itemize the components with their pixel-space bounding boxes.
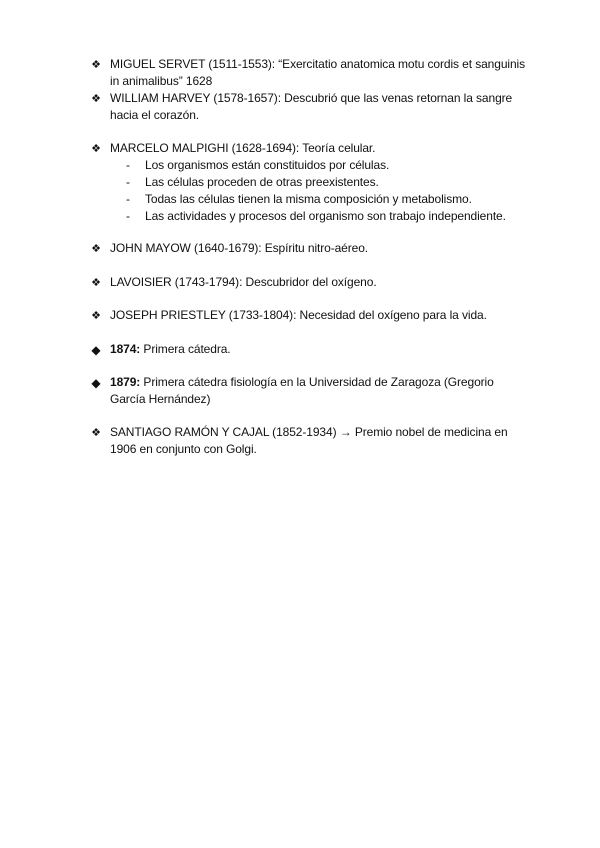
list-item-text <box>110 90 530 124</box>
list-item-text <box>110 341 530 358</box>
item-lead: 1874: <box>110 342 141 356</box>
list-item-text <box>110 140 530 157</box>
diamond-star-bullet-icon: ❖ <box>91 277 101 289</box>
sublist-item-text: Las células proceden de otras preexistentes. <box>145 175 379 189</box>
item-body: JOHN MAYOW (1640-1679): Espíritu nitro-aéreo. <box>110 241 369 255</box>
diamond-bullet-icon: ◆ <box>91 376 101 390</box>
item-body: Primera cátedra fisiología en la Universidad de Zaragoza (Gregorio García Hernández) <box>110 375 494 406</box>
item-body: JOSEPH PRIESTLEY (1733-1804): Necesidad del oxígeno para la vida. <box>110 308 487 322</box>
dash-bullet: - <box>126 158 130 172</box>
item-body: SANTIAGO RAMÓN Y CAJAL (1852-1934) → Premio nobel de medicina en 1906 en conjunto con Golgi. <box>110 425 508 456</box>
diamond-star-bullet-icon: ❖ <box>91 93 101 105</box>
list-item-text <box>110 307 530 324</box>
sublist-item-text: Los organismos están constituidos por células. <box>145 158 390 172</box>
item-lead: 1879: <box>110 375 141 389</box>
diamond-star-bullet-icon: ❖ <box>91 59 101 71</box>
item-body: LAVOISIER (1743-1794): Descubridor del oxígeno. <box>110 275 377 289</box>
list-item-text <box>110 56 530 90</box>
sublist-item-text: Todas las células tienen la misma composición y metabolismo. <box>145 192 472 206</box>
diamond-star-bullet-icon: ❖ <box>91 143 101 155</box>
list-item-text <box>110 424 530 458</box>
dash-bullet: - <box>126 209 130 223</box>
list-item-text <box>110 274 530 291</box>
diamond-bullet-icon: ◆ <box>91 343 101 357</box>
item-body: MIGUEL SERVET (1511-1553): “Exercitatio anatomica motu cordis et sanguinis in animalibus” 1628 <box>110 57 526 88</box>
list-item-text <box>110 374 530 408</box>
diamond-star-bullet-icon: ❖ <box>91 310 101 322</box>
item-body: WILLIAM HARVEY (1578-1657): Descubrió que las venas retornan la sangre hacia el corazón. <box>110 91 513 122</box>
list-item-text <box>110 240 530 257</box>
dash-bullet: - <box>126 192 130 206</box>
dash-bullet: - <box>126 175 130 189</box>
diamond-star-bullet-icon: ❖ <box>91 427 101 439</box>
sublist-item-text: Las actividades y procesos del organismo son trabajo independiente. <box>145 209 506 223</box>
item-body: MARCELO MALPIGHI (1628-1694): Teoría celular. <box>110 141 376 155</box>
item-body: Primera cátedra. <box>140 342 231 356</box>
diamond-star-bullet-icon: ❖ <box>91 243 101 255</box>
